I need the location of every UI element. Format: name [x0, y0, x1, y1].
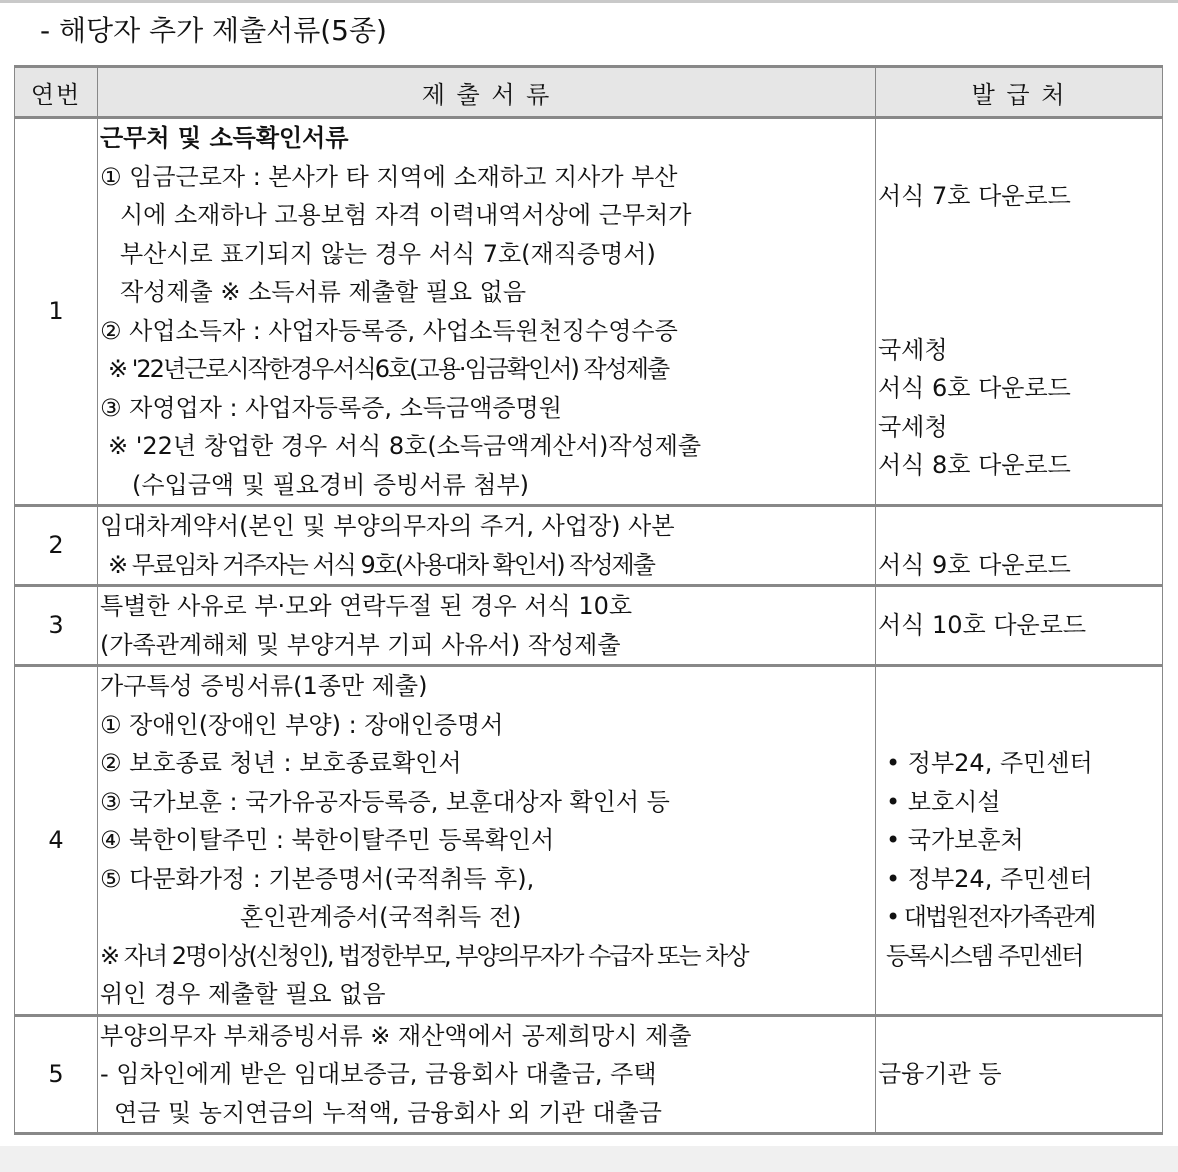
doc-line: 부양의무자 부채증빙서류 ※ 재산액에서 공제희망시 제출	[100, 1021, 692, 1050]
issuer-text: 국세청	[878, 335, 948, 364]
doc-line: 특별한 사유로 부·모와 연락두절 된 경우 서식 10호	[100, 592, 633, 620]
doc-line: ① 임금근로자 : 본사가 타 지역에 소재하고 지사가 부산	[100, 162, 678, 191]
table-row	[15, 506, 1163, 586]
documents-table	[14, 65, 1163, 1135]
row-issuer	[876, 666, 1163, 1016]
section-heading: - 해당자 추가 제출서류(5종)	[40, 14, 387, 47]
doc-line: ※ '22년근로시작한경우서식6호(고용·임금확인서) 작성제출	[108, 355, 669, 383]
row-issuer	[876, 506, 1163, 586]
download-link-form8[interactable]: 서식 8호 다운로드	[878, 451, 1071, 480]
doc-line: ② 사업소득자 : 사업자등록증, 사업소득원천징수영수증	[100, 316, 678, 345]
table-header-row	[15, 67, 1163, 118]
doc-line: ⑤ 다문화가정 : 기본증명서(국적취득 후),	[100, 864, 535, 893]
issuer-item: 등록시스템 주민센터	[886, 941, 1083, 970]
download-link-form9[interactable]: 서식 9호 다운로드	[878, 550, 1071, 579]
issuer-item: • 보호시설	[886, 787, 1001, 816]
issuer-item: • 국가보훈처	[886, 826, 1024, 854]
table-row	[15, 666, 1163, 1016]
issuer-item: • 정부24, 주민센터	[886, 864, 1093, 893]
doc-line: ※ '22년 창업한 경우 서식 8호(소득금액계산서)작성제출	[108, 432, 702, 460]
row-number: 4	[15, 666, 98, 1016]
column-header-no: 연번	[15, 67, 98, 118]
row-issuer	[876, 586, 1163, 666]
doc-line: 위인 경우 제출할 필요 없음	[100, 980, 386, 1008]
doc-line: 시에 소재하나 고용보험 자격 이력내역서상에 근무처가	[120, 201, 692, 229]
row-number: 5	[15, 1015, 98, 1134]
doc-line: (가족관계해체 및 부양거부 기피 사유서) 작성제출	[100, 630, 621, 659]
row-issuer	[876, 1015, 1163, 1134]
row-documents	[98, 118, 876, 506]
doc-line: 임대차계약서(본인 및 부양의무자의 주거, 사업장) 사본	[100, 512, 675, 540]
row-number: 2	[15, 506, 98, 586]
doc-line: (수입금액 및 필요경비 증빙서류 첨부)	[132, 470, 530, 499]
bottom-background	[0, 1146, 1178, 1172]
doc-line: 혼인관계증서(국적취득 전)	[240, 903, 522, 931]
download-link-form10[interactable]: 서식 10호 다운로드	[878, 611, 1087, 640]
doc-line: ※ 자녀 2명이상(신청인), 법정한부모, 부양의무자가 수급자 또는 차상	[100, 941, 748, 970]
table-row	[15, 586, 1163, 666]
doc-line: ③ 자영업자 : 사업자등록증, 소득금액증명원	[100, 393, 562, 422]
doc-line: - 임차인에게 받은 임대보증금, 금융회사 대출금, 주택	[100, 1060, 657, 1088]
row-documents	[98, 586, 876, 666]
top-divider	[0, 0, 1178, 3]
row-title: 근무처 및 소득확인서류	[100, 124, 349, 152]
row-number: 1	[15, 118, 98, 506]
doc-line: ③ 국가보훈 : 국가유공자등록증, 보훈대상자 확인서 등	[100, 787, 670, 816]
column-header-issuer: 발 급 처	[876, 67, 1163, 118]
row-issuer	[876, 118, 1163, 506]
column-header-docs: 제 출 서 류	[98, 67, 876, 118]
download-link-form6[interactable]: 서식 6호 다운로드	[878, 374, 1071, 403]
doc-line: ① 장애인(장애인 부양) : 장애인증명서	[100, 710, 504, 739]
row-documents	[98, 666, 876, 1016]
table-row	[15, 1015, 1163, 1134]
issuer-text: 국세청	[878, 412, 948, 441]
doc-line: 가구특성 증빙서류(1종만 제출)	[100, 672, 428, 700]
table-row	[15, 118, 1163, 506]
doc-line: ② 보호종료 청년 : 보호종료확인서	[100, 749, 462, 777]
issuer-item: • 정부24, 주민센터	[886, 749, 1093, 777]
row-number: 3	[15, 586, 98, 666]
doc-line: ④ 북한이탈주민 : 북한이탈주민 등록확인서	[100, 826, 555, 854]
row-documents	[98, 1015, 876, 1134]
doc-line: 부산시로 표기되지 않는 경우 서식 7호(재직증명서)	[120, 239, 656, 268]
doc-line: ※ 무료임차 거주자는 서식 9호(사용대차 확인서) 작성제출	[108, 550, 654, 579]
doc-line: 연금 및 농지연금의 누적액, 금융회사 외 기관 대출금	[114, 1098, 662, 1127]
issuer-item: • 대법원전자가족관계	[886, 903, 1095, 931]
download-link-form7[interactable]: 서식 7호 다운로드	[878, 181, 1071, 210]
doc-line: 작성제출 ※ 소득서류 제출할 필요 없음	[120, 278, 527, 306]
row-documents	[98, 506, 876, 586]
issuer-text: 금융기관 등	[878, 1060, 1002, 1088]
